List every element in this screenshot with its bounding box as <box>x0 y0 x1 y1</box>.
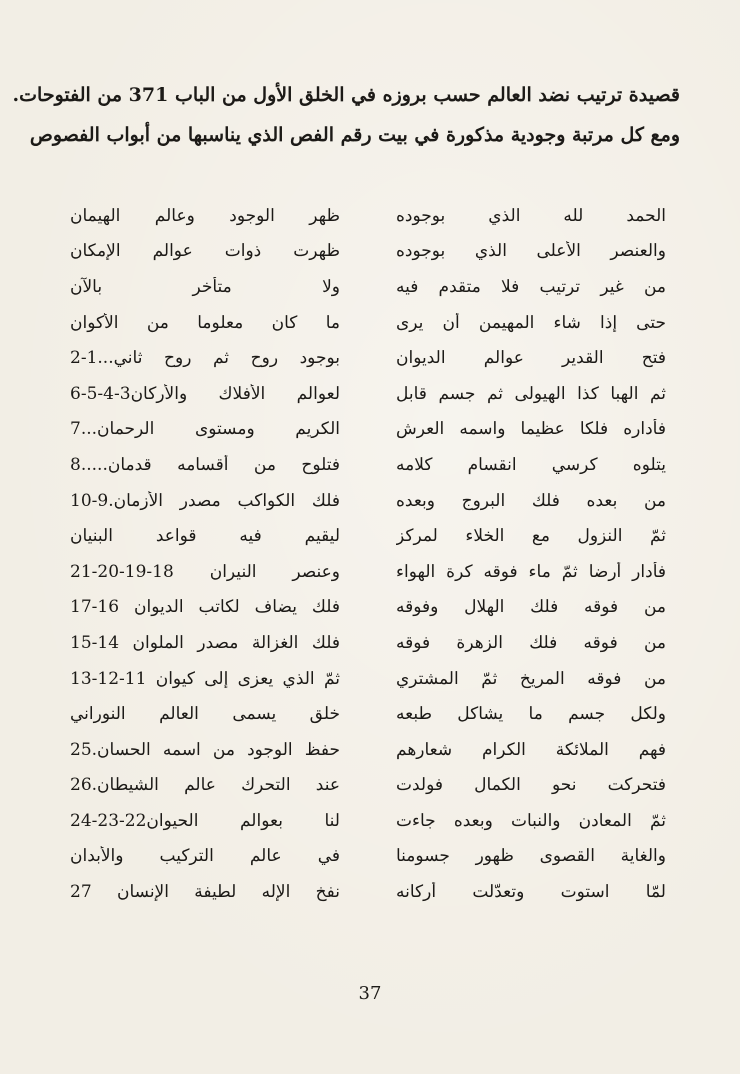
verse-second-hemistich: وعنصر النيران 18-19-20-21 <box>70 561 340 582</box>
verse-row <box>70 874 670 910</box>
verse-row <box>70 768 670 804</box>
verse-first-hemistich: الحمد لله الذي بوجوده <box>396 205 666 226</box>
verse-first-hemistich: والغاية القصوى ظهور جسومنا <box>396 846 666 867</box>
page-number: 37 <box>358 983 382 1004</box>
verse-second-hemistich: ليقيم فيه قواعد البنيان <box>70 526 340 547</box>
verse-first-hemistich: ثمّ المعادن والنبات وبعده جاءت <box>396 810 666 831</box>
verse-first-hemistich: ولكل جسم ما يشاكل طبعه <box>396 704 666 725</box>
verse-second-hemistich: الكريم ومستوى الرحمان...7 <box>70 419 340 440</box>
verse-row <box>70 305 670 341</box>
verse-second-hemistich: ما كان معلوما من الأكوان <box>70 312 340 333</box>
heading-line-1: قصيدة ترتيب نضد العالم حسب بروزه في الخلق الأول من الباب 371 من الفتوحات. <box>12 84 680 106</box>
verse-second-hemistich: نفخ الإله لطيفة الإنسان 27 <box>70 882 340 903</box>
verse-second-hemistich: فلك الغزالة مصدر الملوان 14-15 <box>70 632 340 653</box>
verse-second-hemistich: لنا بعوالم الحيوان22-23-24 <box>70 810 340 831</box>
verse-row <box>70 732 670 768</box>
verse-row <box>70 447 670 483</box>
verse-second-hemistich: حفظ الوجود من اسمه الحسان.25 <box>70 739 340 760</box>
verse-first-hemistich: من فوقه فلك الزهرة فوقه <box>396 632 666 653</box>
verse-first-hemistich: من غير ترتيب فلا متقدم فيه <box>396 276 666 297</box>
verse-first-hemistich: فهم الملائكة الكرام شعارهم <box>396 739 666 760</box>
verse-first-hemistich: من فوقه المريخ ثمّ المشتري <box>396 668 666 689</box>
verse-second-hemistich: فلك يضاف لكاتب الديوان 16-17 <box>70 597 340 618</box>
heading-line-2: ومع كل مرتبة وجودية مذكورة في بيت رقم الفص الذي يناسبها من أبواب الفصوص <box>29 124 680 146</box>
verse-row <box>70 340 670 376</box>
verse-row <box>70 269 670 305</box>
verse-second-hemistich: عند التحرك عالم الشيطان.26 <box>70 775 340 796</box>
verse-second-hemistich: بوجود روح ثم روح ثاني...1-2 <box>70 348 340 369</box>
verse-first-hemistich: من بعده فلك البروج وبعده <box>396 490 666 511</box>
verse-row <box>70 625 670 661</box>
poem <box>70 198 670 910</box>
verse-first-hemistich: من فوقه فلك الهلال وفوقه <box>396 597 666 618</box>
verse-second-hemistich: خلق يسمى العالم النوراني <box>70 704 340 725</box>
verse-row <box>70 234 670 270</box>
verse-first-hemistich: حتى إذا شاء المهيمن أن يرى <box>396 312 666 333</box>
verse-row <box>70 803 670 839</box>
verse-second-hemistich: لعوالم الأفلاك والأركان3-4-5-6 <box>70 383 340 404</box>
verse-row <box>70 518 670 554</box>
verse-second-hemistich: فلك الكواكب مصدر الأزمان.9-10 <box>70 490 340 511</box>
verse-first-hemistich: ثمّ النزول مع الخلاء لمركز <box>396 526 666 547</box>
verse-row <box>70 198 670 234</box>
verse-first-hemistich: والعنصر الأعلى الذي بوجوده <box>396 241 666 262</box>
verse-first-hemistich: لمّا استوت وتعدّلت أركانه <box>396 882 666 903</box>
verse-first-hemistich: فتح القدير عوالم الديوان <box>396 348 666 369</box>
verse-first-hemistich: فتحركت نحو الكمال فولدت <box>396 775 666 796</box>
verse-second-hemistich: ولا متأخر بالآن <box>70 276 340 297</box>
verse-row <box>70 376 670 412</box>
verse-row <box>70 483 670 519</box>
verse-first-hemistich: فأداره فلكا عظيما واسمه العرش <box>396 419 666 440</box>
verse-first-hemistich: يتلوه كرسي انقسام كلامه <box>396 454 666 475</box>
verse-second-hemistich: ظهرت ذوات عوالم الإمكان <box>70 241 340 262</box>
verse-second-hemistich: ثمّ الذي يعزى إلى كيوان 11-12-13 <box>70 668 340 689</box>
verse-second-hemistich: ظهر الوجود وعالم الهيمان <box>70 205 340 226</box>
verse-first-hemistich: ثم الهبا كذا الهيولى ثم جسم قابل <box>396 383 666 404</box>
verse-row <box>70 696 670 732</box>
verse-first-hemistich: فأدار أرضا ثمّ ماء فوقه كرة الهواء <box>396 561 666 582</box>
verse-row <box>70 412 670 448</box>
verse-second-hemistich: في عالم التركيب والأبدان <box>70 846 340 867</box>
verse-row <box>70 554 670 590</box>
verse-row <box>70 839 670 875</box>
verse-row <box>70 661 670 697</box>
verse-row <box>70 590 670 626</box>
verse-second-hemistich: فتلوح من أقسامه قدمان.....8 <box>70 454 340 475</box>
